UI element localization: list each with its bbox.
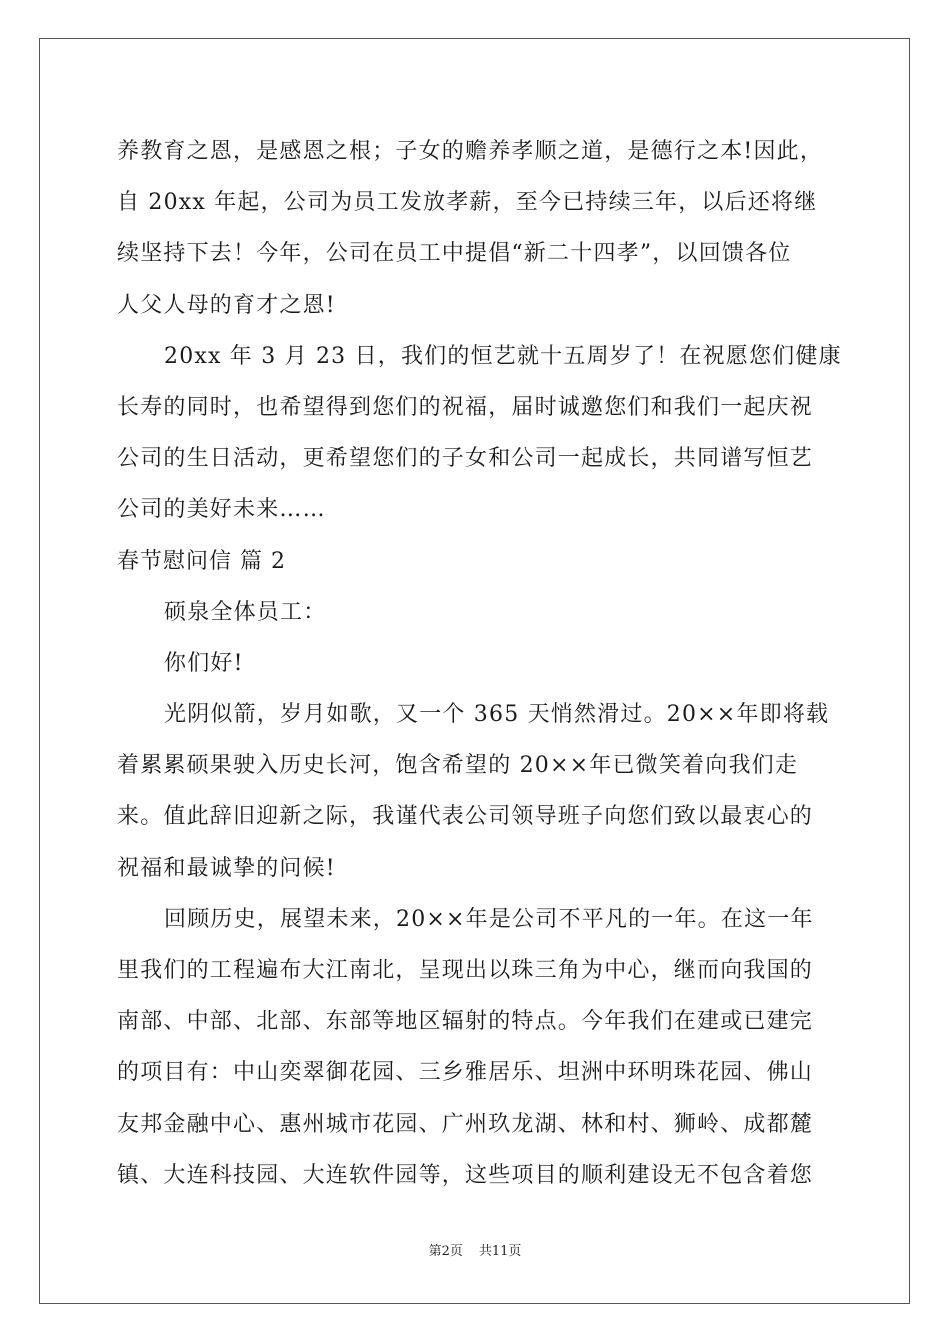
document-body xyxy=(117,126,842,1201)
page-total: 共11页 xyxy=(478,1244,522,1259)
text-line: 人父人母的育才之恩! xyxy=(117,292,336,318)
text-line: 长寿的同时，也希望得到您们的祝福，届时诚邀您们和我们一起庆祝 xyxy=(117,394,814,420)
text-line: 光阴似箭，岁月如歌，又一个 365 天悄然滑过。20××年即将载 xyxy=(164,702,830,728)
paragraph-anniversary xyxy=(117,331,842,536)
text-line: 的项目有：中山奕翠御花园、三乡雅居乐、坦洲中环明珠花园、佛山 xyxy=(117,1060,814,1086)
section-heading xyxy=(117,536,835,587)
text-line: 南部、中部、北部、东部等地区辐射的特点。今年我们在建或已建完 xyxy=(117,1009,814,1035)
text-line: 回顾历史，展望未来，20××年是公司不平凡的一年。在这一年 xyxy=(164,906,814,932)
text-line: 养教育之恩，是感恩之根；子女的赡养孝顺之道，是德行之本!因此， xyxy=(117,139,824,164)
text-line: 20xx 年 3 月 23 日，我们的恒艺就十五周岁了！在祝愿您们健康 xyxy=(164,343,842,369)
text-line: 续坚持下去！今年，公司在员工中提倡“新二十四孝”，以回馈各位 xyxy=(117,241,792,267)
text-line: 公司的生日活动，更希望您们的子女和公司一起成长，共同谱写恒艺 xyxy=(117,446,814,472)
text-line: 镇、大连科技园、大连软件园等，这些项目的顺利建设无不包含着您 xyxy=(117,1162,814,1188)
text-line: 祝福和最诚挚的问候! xyxy=(117,855,336,881)
paragraph-review xyxy=(117,894,835,1201)
text-line: 着累累硕果驶入历史长河，饱含希望的 20××年已微笑着向我们走 xyxy=(117,753,799,779)
text-line: 友邦金融中心、惠州城市花园、广州玖龙湖、林和村、狮岭、成都麓 xyxy=(117,1111,814,1137)
salutation xyxy=(117,587,835,638)
paragraph-continued xyxy=(117,126,835,331)
text-line: 你们好! xyxy=(164,650,244,676)
page-footer xyxy=(0,1243,950,1261)
text-line: 里我们的工程遍布大江南北，呈现出以珠三角为中心，继而向我国的 xyxy=(117,958,814,983)
greeting xyxy=(117,638,835,689)
heading-text: 春节慰问信 篇 2 xyxy=(117,548,286,574)
page-number: 第2页 xyxy=(428,1244,463,1259)
text-line: 自 20xx 年起，公司为员工发放孝薪，至今已持续三年，以后还将继 xyxy=(117,190,818,216)
text-line: 来。值此辞旧迎新之际，我谨代表公司领导班子向您们致以最衷心的 xyxy=(117,804,814,830)
paragraph-new-year xyxy=(117,689,835,894)
text-line: 硕泉全体员工： xyxy=(164,599,327,625)
text-line: 公司的美好未来…… xyxy=(117,497,326,523)
